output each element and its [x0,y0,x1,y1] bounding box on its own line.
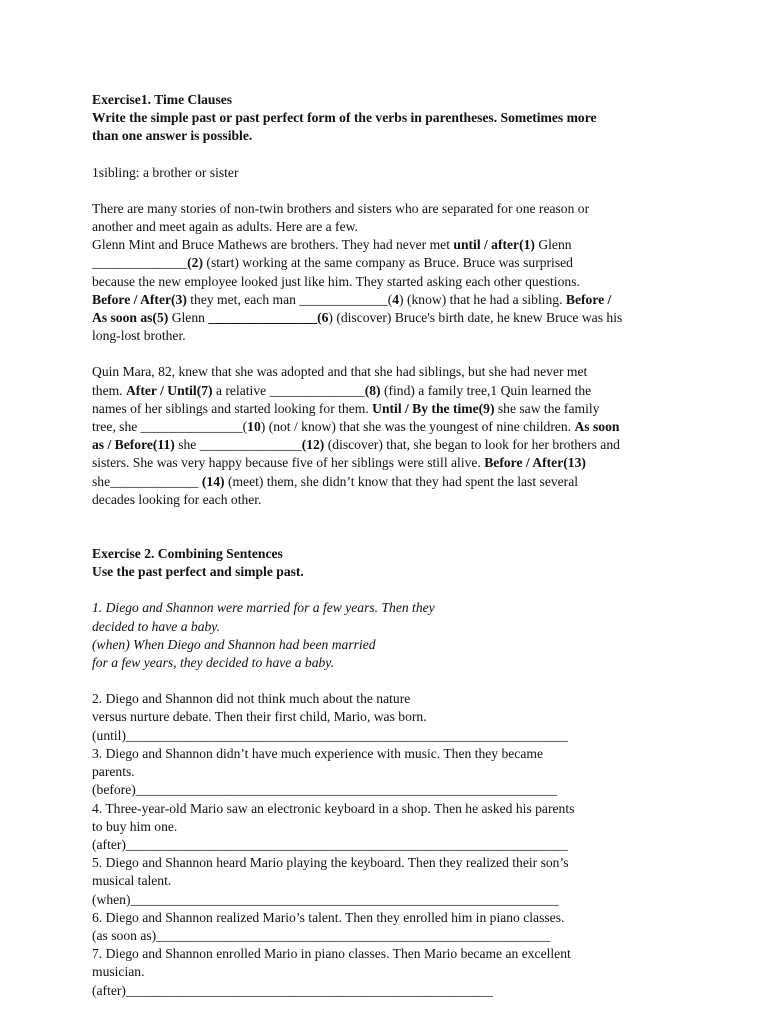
item-2-line-2: versus nurture debate. Then their first child, Mario, was born. [92,709,427,725]
story1-line-6: long-lost brother. [92,328,186,344]
exercise1-instruction [92,109,708,127]
item-4-answer-line[interactable]: (after)_________________________________________________________________ [92,836,568,852]
item-3-answer-line[interactable]: (before)______________________________________________________________ [92,782,558,798]
exercise2-heading-text: Exercise 2. Combining Sentences [92,546,283,562]
item-7-line-1: 7. Diego and Shannon enrolled Mario in piano classes. Then Mario became an excellent [92,946,571,962]
text: them. [92,382,126,398]
story1-line-1 [92,236,708,254]
prompt-3: Before / After(3) [92,291,187,307]
story2-line-8: decades looking for each other. [92,491,262,507]
item-7-line-2: musician. [92,964,145,980]
prompt-4: 4 [392,291,400,307]
text: she _______________ [174,437,302,453]
exercise1-heading [92,91,708,109]
item-5-answer-line[interactable]: (when)_______________________________________________________________ [92,891,559,907]
item-3-line-1: 3. Diego and Shannon didn’t have much experience with music. Then they became [92,745,543,761]
text: Glenn Mint and Bruce Mathews are brothers. They had never met [92,237,454,253]
prompt-13: Before / After(13) [484,455,586,471]
prompt-5b: As soon as(5) [92,310,169,326]
example-line-1: 1. Diego and Shannon were married for a few years. Then they [92,600,435,616]
text: ) (discover) Bruce's birth date, he knew Bruce was his [328,310,623,326]
item-2-line-1: 2. Diego and Shannon did not think much about the nature [92,691,411,707]
text: sisters. She was very happy because five of her siblings were still alive. [92,455,485,471]
story2-line-3 [92,400,708,418]
story2-line-1: Quin Mara, 82, knew that she was adopted and that she had siblings, but she had never met [92,364,588,380]
exercise1-instruction-line2: than one answer is possible. [92,128,253,144]
text: she_____________ [92,473,202,489]
text: ) (not / know) that she was the youngest of nine children. [260,419,575,435]
story2-line-5 [92,436,708,454]
item-4-line-2: to buy him one. [92,818,178,834]
prompt-11b: as / Before(11) [92,437,175,453]
prompt-7: After / Until(7) [125,382,213,398]
item-5-line-1: 5. Diego and Shannon heard Mario playing the keyboard. Then they realized their son’s [92,855,569,871]
text: Glenn [168,310,209,326]
story2-line-7 [92,473,708,491]
item-2-answer-line[interactable]: (until)_________________________________________________________________ [92,727,568,743]
intro-line-1: There are many stories of non-twin brothers and sisters who are separated for one reason or [92,200,590,216]
example-line-4: for a few years, they decided to have a baby. [92,655,334,671]
text: (find) a family tree,1 Quin learned the [380,382,592,398]
exercise2-heading [92,545,708,563]
item-6-answer-line[interactable]: (as soon as)__________________________________________________________ [92,927,551,943]
prompt-1: until / after(1) [453,237,535,253]
story1-line-4 [92,291,708,309]
story1-line-2 [92,254,708,272]
blank-2: ______________ [92,255,188,271]
prompt-14: (14) [201,473,225,489]
story2-line-4 [92,418,708,436]
text: ) (know) that he had a sibling. [399,291,566,307]
item-4-line-1: 4. Three-year-old Mario saw an electronic keyboard in a shop. Then he asked his parents [92,800,575,816]
exercise1-heading-text: Exercise1. Time Clauses [92,92,233,107]
prompt-6: ________________(6 [208,310,329,326]
item-3-line-2: parents. [92,764,135,780]
item-6-line-1: 6. Diego and Shannon realized Mario’s talent. Then they enrolled him in piano classes. [92,909,565,925]
prompt-10: 10 [247,419,261,435]
prompt-11a: As soon [574,419,620,435]
text: (meet) them, she didn’t know that they had spent the last several [224,473,579,489]
exercise1-instruction-line1: Write the simple past or past perfect form of the verbs in parentheses. Sometimes more [92,110,597,126]
text: names of her siblings and started looking for them. [92,400,373,416]
intro-line-2: another and meet again as adults. Here are a few. [92,219,358,235]
item-5-line-2: musical talent. [92,873,172,889]
item-7-answer-line[interactable]: (after)______________________________________________________ [92,982,493,998]
footnote: 1sibling: a brother or sister [92,164,239,180]
story1-line-3: because the new employee looked just like him. They started asking each other questions. [92,273,580,289]
text: (start) working at the same company as Bruce. Bruce was surprised [203,255,573,271]
text: tree, she _______________( [92,419,248,435]
story2-line-2 [92,382,708,400]
exercise1-instruction-cont [92,127,708,145]
text: (discover) that, she began to look for her brothers and [324,437,620,453]
prompt-2: (2) [187,255,204,271]
exercise2-instruction-text: Use the past perfect and simple past. [92,564,304,580]
prompt-9: Until / By the time(9) [372,400,495,416]
text: Glenn [534,237,572,253]
prompt-8: (8) [364,382,381,398]
example-line-3: (when) When Diego and Shannon had been married [92,636,376,652]
exercise2-instruction [92,563,708,581]
prompt-12: (12) [301,437,325,453]
example-line-2: decided to have a baby. [92,618,220,634]
text: she saw the family [494,400,600,416]
story2-line-6 [92,454,708,472]
story1-line-5 [92,309,708,327]
text: they met, each man _____________( [186,291,393,307]
prompt-5a: Before / [565,291,612,307]
text: a relative ______________ [212,382,365,398]
